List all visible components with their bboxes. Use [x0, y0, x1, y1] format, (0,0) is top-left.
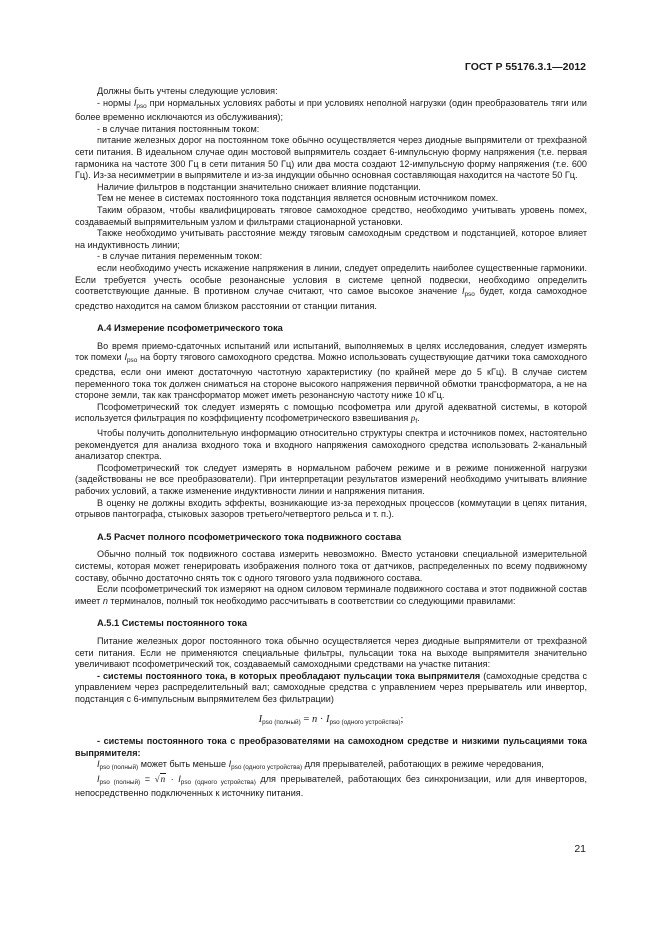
- sqrt-sign-icon: √n: [154, 773, 166, 784]
- paragraph: $I_{pso (полный)} = √n \cdot I_{pso (одного устройства)}$ для прерывателей, работающих без синхронизации, или для инверторов, непосредственно подключенных к источнику питания.: [75, 773, 587, 799]
- page-content: [75, 86, 587, 800]
- paragraph: Псофометрический ток следует измерять в нормальном рабочем режиме и в режиме пониженной нагрузки (задействованы не все преобразователи). При интерпретации результатов измерений необходимо учитывать влияние рабочих условий, а также изменение индуктивности линии и напряжения питания.: [75, 462, 587, 496]
- page-number: 21: [574, 843, 586, 855]
- document-id: ГОСТ Р 55176.3.1—2012: [464, 61, 586, 73]
- paragraph: $I_{pso (полный)}$ может быть меньше $I_{pso (одного устройства)}$ для прерывателей, работающих в режиме чередования,: [97, 759, 544, 772]
- paragraph: - системы постоянного тока, в которых преобладают пульсации тока выпрямителя (самоходные средства с управлением через распределительный вал; самоходные средства с управлением через прерыватель или инвертор, подстанция с 6-импульсным выпрямителем без фильтрации): [75, 670, 587, 704]
- section-heading-a5: А.5 Расчет полного псофометрического тока подвижного состава: [97, 531, 402, 542]
- paragraph: Должны быть учтены следующие условия:: [97, 86, 278, 96]
- paragraph: Если псофометрический ток измеряют на одном силовом терминале подвижного состава и этот подвижной состав имеет n терминалов, полный ток необходимо рассчитывать в соответствии со следующими правилами:: [75, 584, 587, 606]
- paragraph: Обычно полный ток подвижного состава измерить невозможно. Вместо установки специальной измерительной системы, которая может генерировать изображения полного тока от датчиков, распределенных по всему подвижному составу, обычно достаточно снять ток с одного тягового узла подвижного состава.: [75, 549, 587, 583]
- formula-total-current: $I_{pso (полный)} = n \cdot I_{pso (одного устройства)}$;: [258, 713, 404, 726]
- paragraph: Псофометрический ток следует измерять с помощью псофометра или другой адекватной системы, в которой используется фильтрация по коэффициенту псофометрического взвешивания $p_f$.: [75, 401, 587, 426]
- paragraph: Также необходимо учитывать расстояние между тяговым самоходным средством и подстанцией, которое влияет на индуктивность линии;: [75, 228, 587, 250]
- paragraph: - системы постоянного тока с преобразователями на самоходном средстве и низкими пульсациями тока выпрямителя:: [75, 736, 587, 758]
- paragraph: - нормы $I_{pso}$ при нормальных условиях работы и при условиях неполной нагрузки (один преобразователь тяги или более временно исключаются из обслуживания);: [75, 97, 587, 123]
- paragraph: Наличие фильтров в подстанции значительно снижает влияние подстанции.: [97, 181, 421, 192]
- paragraph: Таким образом, чтобы квалифицировать тяговое самоходное средство, необходимо учитывать уровень помех, создаваемый выпрямительным узлом и фильтрами стационарной установки.: [75, 204, 587, 227]
- paragraph: Питание железных дорог постоянного тока обычно осуществляется через диодные выпрямители от трехфазной сети питания. Если не применяются специальные фильтры, пульсации тока на выходе выпрямителя значительно увеличивают псофометрический ток, создаваемый самоходными средствами на участке питания:: [75, 635, 587, 670]
- section-heading-a4: А.4 Измерение псофометрического тока: [97, 323, 283, 334]
- paragraph: питание железных дорог на постоянном токе обычно осуществляется через диодные выпрямители от трехфазной сети питания. В идеальном случае один мостовой выпрямитель создает 6-импульсную форму напряжения (т.е. первая гармоника на частоте 300 Гц в сети питания 50 Гц) или два моста создают 12-импульсную форму напряжения (т.е. 600 Гц). Из-за несимметрии в выпрямителе и из-за индукции обычно основная составляющая находится на частоте 50 Гц.: [75, 135, 587, 181]
- paragraph: - в случае питания постоянным током:: [97, 123, 260, 134]
- paragraph: Во время приемо-сдаточных испытаний или испытаний, выполняемых в целях исследования, следует измерять ток помехи $I_{pso}$ на борту тягового самоходного средства. Можно использовать существующие датчики тока самоходного средства, если они имеют достаточную частотную характеристику (по крайней мере до 5 кГц). В случае систем переменного тока ток должен сниматься на стороне высокого напряжения первичной обмотки трансформатора, а не на стороне земли, так как трансформатор может иметь резонансную частоту ниже 10 кГц.: [75, 340, 587, 401]
- paragraph: В оценку не должны входить эффекты, возникающие из-за переходных процессов (коммутации в цепях питания, отрывов пантографа, стыковых зазоров третьего/четвертого рельса и т. п.).: [75, 497, 587, 520]
- paragraph: если необходимо учесть искажение напряжения в линии, следует определить наиболее существенные гармоники. Если требуется учесть особые резонансные условия в системе цепной подвески, необходимо определить соответствующие данные. В противном случае считают, что самое высокое значение $I_{pso}$ будет, когда самоходное средство находится на самом близком расстоянии от станции питания.: [75, 262, 587, 311]
- section-heading-a51: А.5.1 Системы постоянного тока: [97, 618, 248, 629]
- paragraph: Чтобы получить дополнительную информацию относительно структуры спектра и источников помех, настоятельно рекомендуется для анализа входного тока и входного напряжения самоходного средства использовать 2-канальный анализатор спектра.: [75, 428, 587, 462]
- paragraph: - в случае питания переменным током:: [97, 251, 263, 262]
- paragraph: Тем не менее в системах постоянного тока подстанция является основным источником помех.: [97, 193, 499, 204]
